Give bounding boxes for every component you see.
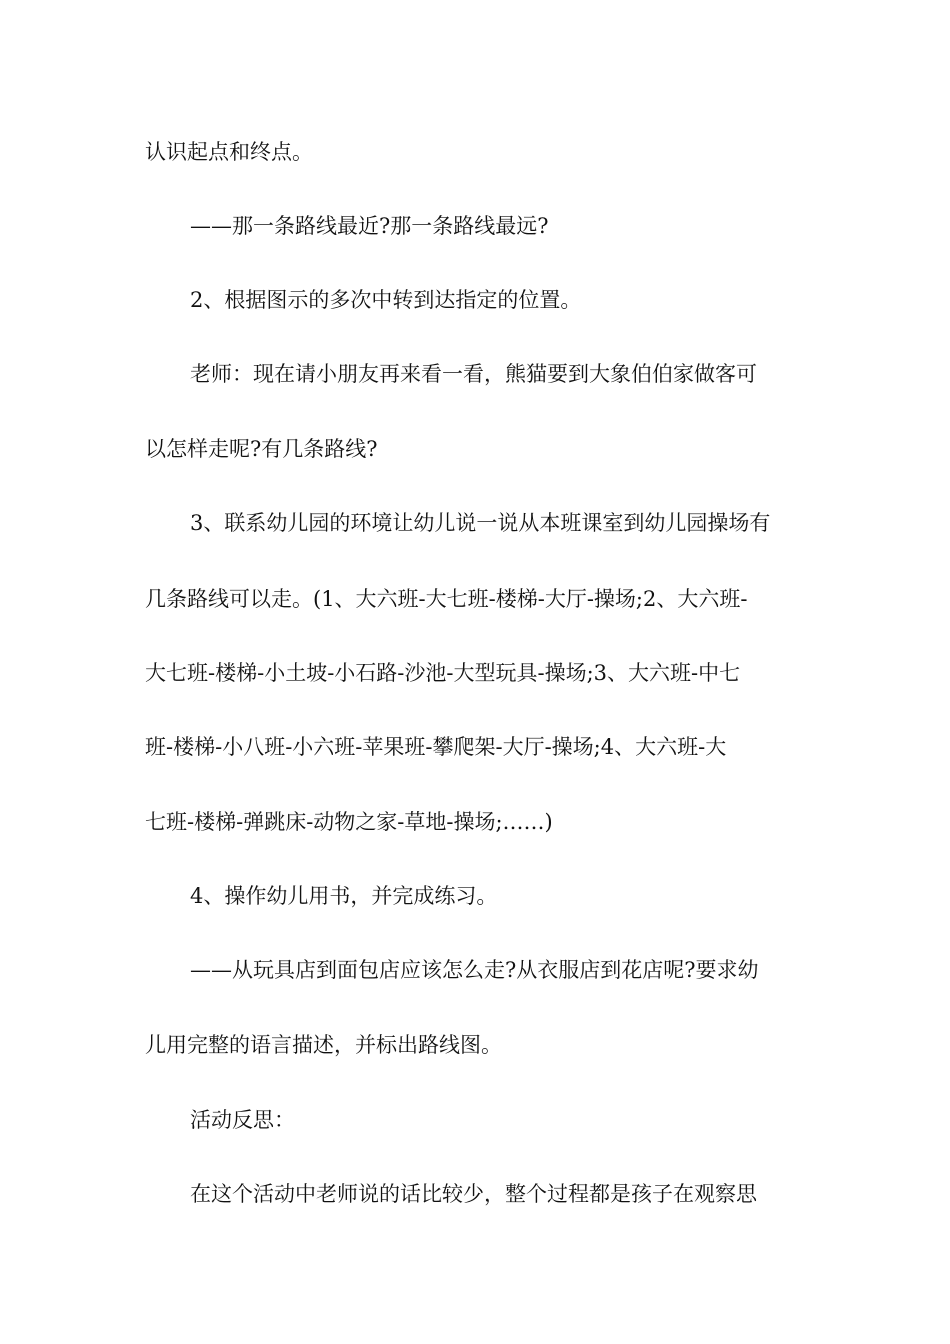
text-line: 七班-楼梯-弹跳床-动物之家-草地-操场;……) [145, 810, 553, 834]
text-line: 大七班-楼梯-小土坡-小石路-沙池-大型玩具-操场;3、大六班-中七 [145, 661, 741, 685]
text-line: 认识起点和终点。 [145, 140, 313, 164]
text-line: ——那一条路线最近?那一条路线最远? [190, 214, 549, 238]
text-line: 以怎样走呢?有几条路线? [145, 437, 378, 461]
text-line: 老师：现在请小朋友再来看一看，熊猫要到大象伯伯家做客可 [190, 362, 757, 386]
text-line: 3、联系幼儿园的环境让幼儿说一说从本班课室到幼儿园操场有 [190, 511, 771, 535]
text-line: 4、操作幼儿用书，并完成练习。 [190, 884, 498, 908]
text-line: 在这个活动中老师说的话比较少，整个过程都是孩子在观察思 [190, 1182, 757, 1206]
text-line: 几条路线可以走。(1、大六班-大七班-楼梯-大厅-操场;2、大六班- [145, 587, 748, 611]
text-line: 活动反思： [190, 1108, 295, 1132]
text-line: 班-楼梯-小八班-小六班-苹果班-攀爬架-大厅-操场;4、大六班-大 [145, 735, 727, 759]
text-line: ——从玩具店到面包店应该怎么走?从衣服店到花店呢?要求幼 [190, 958, 759, 982]
text-line: 儿用完整的语言描述，并标出路线图。 [145, 1033, 502, 1057]
text-line: 2、根据图示的多次中转到达指定的位置。 [190, 288, 582, 312]
